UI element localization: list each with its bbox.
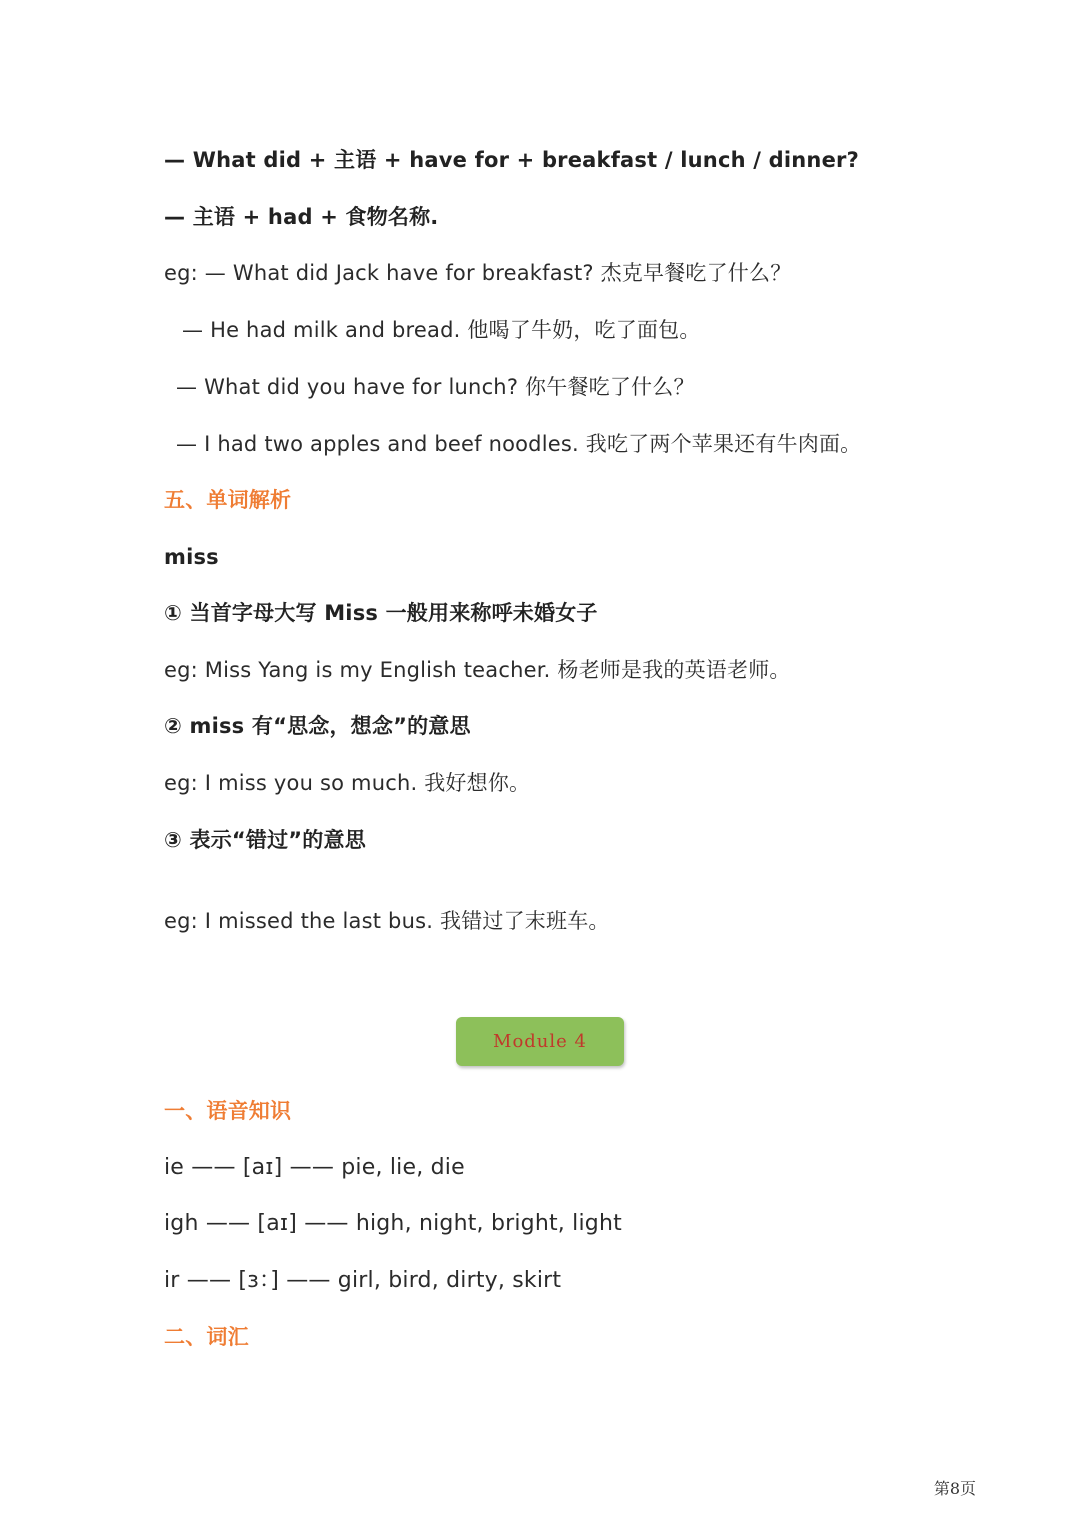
- pattern-answer: — 主语 + had + 食物名称.: [164, 205, 439, 229]
- page-number: 第8页: [933, 1479, 976, 1498]
- sense-title: ③ 表示“错过”的意思: [164, 828, 366, 852]
- example-line: — I had two apples and beef noodles. 我吃了两个苹果还有牛肉面。: [176, 432, 862, 456]
- sense-example: eg: I missed the last bus. 我错过了末班车。: [164, 909, 610, 933]
- section-heading: 二、词汇: [164, 1325, 249, 1349]
- sense-example: eg: I miss you so much. 我好想你。: [164, 771, 531, 795]
- example-line: — What did you have for lunch? 你午餐吃了什么？: [176, 375, 695, 399]
- phonics-row: ir —— [ɜ：] —— girl, bird, dirty, skirt: [164, 1268, 562, 1293]
- pattern-question: — What did + 主语 + have for + breakfast / lunch / dinner?: [164, 148, 859, 172]
- example-line: — He had milk and bread. 他喝了牛奶，吃了面包。: [182, 318, 701, 342]
- sense-title: ② miss 有“思念，想念”的意思: [164, 714, 471, 738]
- sense-title: ① 当首字母大写 Miss 一般用来称呼未婚女子: [164, 601, 598, 625]
- section-heading: 一、语音知识: [164, 1099, 292, 1123]
- phonics-row: igh —— [aɪ] —— high, night, bright, light: [164, 1211, 622, 1236]
- sense-example: eg: Miss Yang is my English teacher. 杨老师是我的英语老师。: [164, 658, 791, 682]
- module-label: Module 4: [493, 1031, 587, 1052]
- module-banner: [456, 1017, 624, 1066]
- example-line: eg: — What did Jack have for breakfast? 杰克早餐吃了什么？: [164, 261, 792, 285]
- section-heading: 五、单词解析: [164, 488, 292, 512]
- vocab-word: miss: [164, 545, 219, 569]
- phonics-row: ie —— [aɪ] —— pie, lie, die: [164, 1155, 465, 1180]
